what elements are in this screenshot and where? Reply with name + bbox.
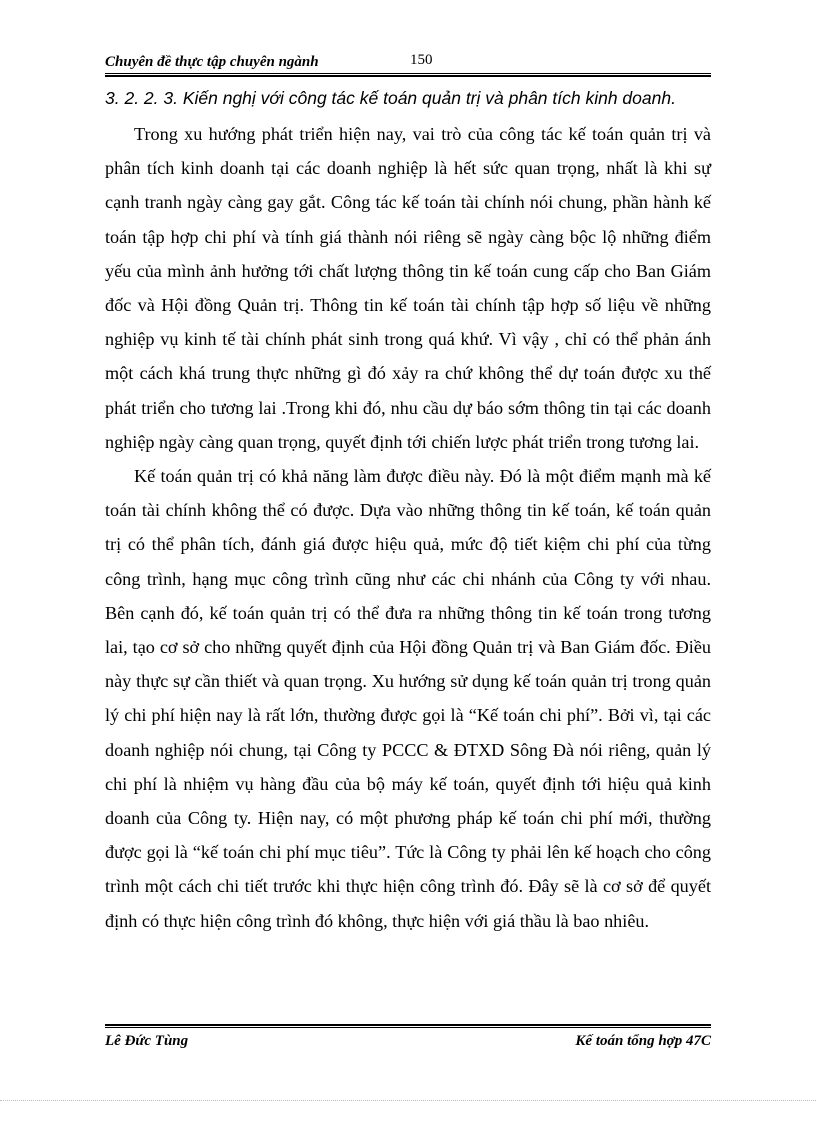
footer-rule <box>105 1024 711 1028</box>
paragraph: Trong xu hướng phát triển hiện nay, vai trò của công tác kế toán quản trị và phân tích kinh doanh tại các doanh nghiệp là hết sức quan trọng, nhất là khi sự cạnh tranh ngày càng gay gắt. Công tác kế toán tài chính nói chung, phần hành kế toán tập hợp chi phí và tính giá thành nói riêng sẽ ngày càng bộc lộ những điểm yếu của mình ảnh hưởng tới chất lượng thông tin kế toán cung cấp cho Ban Giám đốc và Hội đồng Quản trị. Thông tin kế toán tài chính tập hợp số liệu về những nghiệp vụ kinh tế tài chính phát sinh trong quá khứ. Vì vậy , chỉ có thể phản ánh một cách khá trung thực những gì đó xảy ra chứ không thể dự toán được xu thế phát triển cho tương lai .Trong khi đó, nhu cầu dự báo sớm thông tin tại các doanh nghiệp ngày càng quan trọng, quyết định tới chiến lược phát triển trong tương lai. <box>105 124 711 452</box>
footer-author: Lê Đức Tùng <box>105 1033 189 1049</box>
section-heading: 3. 2. 2. 3. Kiến nghị với công tác kế toán quản trị và phân tích kinh doanh. <box>105 88 676 108</box>
page-break-line <box>0 1100 816 1101</box>
page-number: 150 <box>410 52 433 68</box>
page-header <box>105 52 711 74</box>
paragraph: Kế toán quản trị có khả năng làm được điều này. Đó là một điểm mạnh mà kế toán tài chính không thể có được. Dựa vào những thông tin kế toán, kế toán quản trị có thể phân tích, đánh giá được hiệu quả, mức độ tiết kiệm chi phí của từng công trình, hạng mục công trình cũng như các chi nhánh của Công ty với nhau. Bên cạnh đó, kế toán quản trị có thể đưa ra những thông tin kế toán trong tương lai, tạo cơ sở cho những quyết định của Hội đồng Quản trị và Ban Giám đốc. Điều này thực sự cần thiết và quan trọng. Xu hướng sử dụng kế toán quản trị trong quản lý chi phí hiện nay là rất lớn, thường được gọi là “Kế toán chi phí”. Bởi vì, tại các doanh nghiệp nói chung, tại Công ty PCCC & ĐTXD Sông Đà nói riêng, quản lý chi phí là nhiệm vụ hàng đầu của bộ máy kế toán, quyết định tới hiệu quả kinh doanh của Công ty. Hiện nay, có một phương pháp kế toán chi phí mới, thường được gọi là “kế toán chi phí mục tiêu”. Tức là Công ty phải lên kế hoạch cho công trình một cách chi tiết trước khi thực hiện công trình đó. Đây sẽ là cơ sở để quyết định có thực hiện công trình đó không, thực hiện với giá thầu là bao nhiêu. <box>105 466 711 931</box>
header-title: Chuyên đề thực tập chuyên ngành <box>105 54 319 70</box>
footer-class: Kế toán tổng hợp 47C <box>575 1033 711 1049</box>
page-footer <box>105 1033 711 1055</box>
header-rule <box>105 73 711 77</box>
body-text <box>105 117 711 938</box>
